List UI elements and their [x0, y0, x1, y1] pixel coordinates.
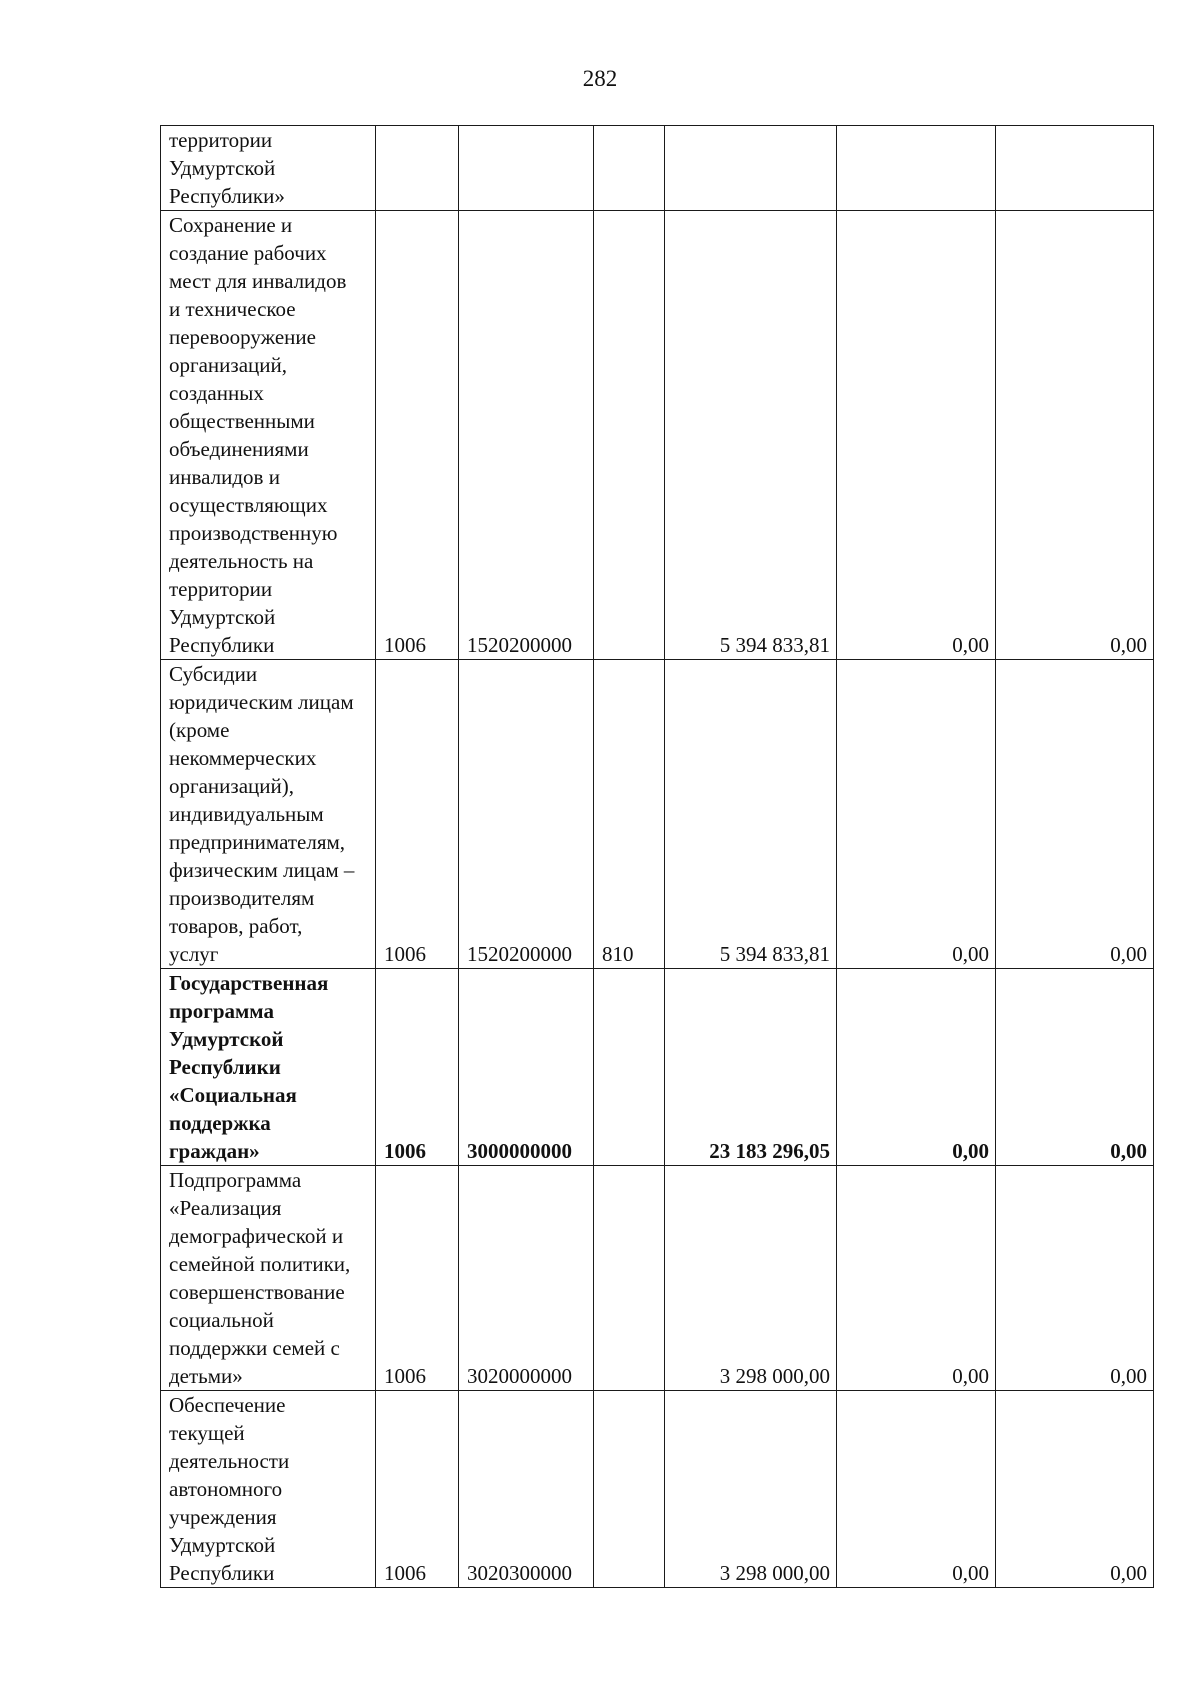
amount-cell-3: 0,00	[996, 660, 1154, 969]
row-name-cell: Субсидии юридическим лицам (кроме некоммерческих организаций), индивидуальным предпринимателям, физическим лицам – производителям товаров, работ, услуг	[161, 660, 376, 969]
row-name-cell: Сохранение и создание рабочих мест для инвалидов и техническое перевооружение организаций, созданных общественными объединениями инвалидов и осуществляющих производственную деятельность на территории Удмуртской Республики	[161, 211, 376, 660]
amount-cell-2: 0,00	[837, 1166, 996, 1391]
amount-cell-1: 5 394 833,81	[665, 211, 837, 660]
amount-cell-1: 5 394 833,81	[665, 660, 837, 969]
amount-cell-2: 0,00	[837, 1391, 996, 1588]
amount-cell-2: 0,00	[837, 211, 996, 660]
amount-cell-2	[837, 126, 996, 211]
page-number: 282	[582, 66, 618, 91]
target-article-cell: 3020000000	[459, 1166, 594, 1391]
amount-cell-1	[665, 126, 837, 211]
row-name-cell: территории Удмуртской Республики»	[161, 126, 376, 211]
target-article-cell: 3020300000	[459, 1391, 594, 1588]
expense-type-cell: 810	[594, 660, 665, 969]
target-article-cell: 3000000000	[459, 969, 594, 1166]
section-code-cell: 1006	[376, 1391, 459, 1588]
amount-cell-3: 0,00	[996, 1166, 1154, 1391]
amount-cell-1: 23 183 296,05	[665, 969, 837, 1166]
section-code-cell	[376, 126, 459, 211]
row-name-cell: Государственная программа Удмуртской Республики «Социальная поддержка граждан»	[161, 969, 376, 1166]
target-article-cell: 1520200000	[459, 660, 594, 969]
section-code-cell: 1006	[376, 1166, 459, 1391]
table-row	[161, 126, 1154, 211]
table-row	[161, 1166, 1154, 1391]
table-row	[161, 1391, 1154, 1588]
expense-type-cell	[594, 1391, 665, 1588]
amount-cell-3: 0,00	[996, 969, 1154, 1166]
amount-cell-2: 0,00	[837, 660, 996, 969]
amount-cell-2: 0,00	[837, 969, 996, 1166]
expense-type-cell	[594, 126, 665, 211]
target-article-cell: 1520200000	[459, 211, 594, 660]
amount-cell-3: 0,00	[996, 1391, 1154, 1588]
table-row	[161, 660, 1154, 969]
expense-type-cell	[594, 211, 665, 660]
row-name-cell: Обеспечение текущей деятельности автономного учреждения Удмуртской Республики	[161, 1391, 376, 1588]
section-code-cell: 1006	[376, 660, 459, 969]
amount-cell-3: 0,00	[996, 211, 1154, 660]
table-row	[161, 969, 1154, 1166]
amount-cell-3	[996, 126, 1154, 211]
section-code-cell: 1006	[376, 211, 459, 660]
target-article-cell	[459, 126, 594, 211]
budget-table	[160, 125, 1154, 1588]
budget-table-body	[161, 126, 1154, 1588]
expense-type-cell	[594, 969, 665, 1166]
table-row	[161, 211, 1154, 660]
row-name-cell: Подпрограмма «Реализация демографической и семейной политики, совершенствование социальной поддержки семей с детьми»	[161, 1166, 376, 1391]
expense-type-cell	[594, 1166, 665, 1391]
amount-cell-1: 3 298 000,00	[665, 1166, 837, 1391]
amount-cell-1: 3 298 000,00	[665, 1391, 837, 1588]
section-code-cell: 1006	[376, 969, 459, 1166]
